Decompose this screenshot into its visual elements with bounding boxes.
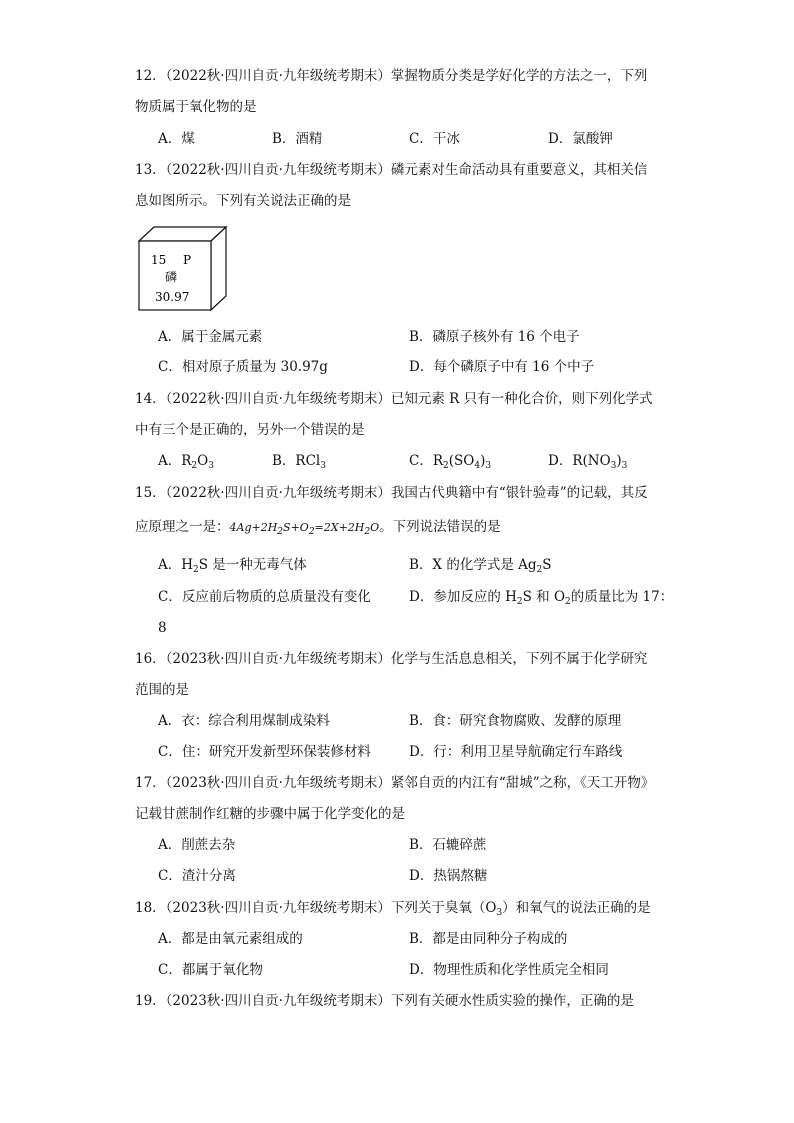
element-symbol: P <box>183 253 192 267</box>
element-name: 磷 <box>165 270 178 284</box>
q12-option-b: B．酒精 <box>272 131 323 147</box>
q16-option-a: A．衣：综合利用煤制成染料 <box>158 713 330 729</box>
element-cube-graphic <box>138 226 228 312</box>
q13-option-d: D．每个磷原子中有 16 个中子 <box>409 359 595 375</box>
q13-option-b: B．磷原子核外有 16 个电子 <box>409 329 580 345</box>
q12-option-d: D．氯酸钾 <box>548 131 613 147</box>
element-atomic-mass: 30.97 <box>155 290 190 304</box>
q12-option-a: A．煤 <box>158 131 195 147</box>
q15-stem-line1: 15．（2022秋·四川自贡·九年级统考期末）我国古代典籍中有“银针验毒”的记载，其反 <box>135 485 648 501</box>
q15-stem-line2: 应原理之一是：$4Ag+2H_2S+O_2=2X+2H_2O$。下列说法错误的是 <box>135 519 501 537</box>
q15-option-d: D．参加反应的 $H_2S$ 和 $O_2$的质量比为 17： <box>409 589 674 607</box>
q15-option-a: A．$H_2S$ 是一种无毒气体 <box>158 557 307 575</box>
q15-option-b: B．X 的化学式是 $Ag_2S$ <box>409 557 552 575</box>
q18-option-d: D．物理性质和化学性质完全相同 <box>409 962 609 978</box>
q16-stem-line1: 16．（2023秋·四川自贡·九年级统考期末）化学与生活息息相关，下列不属于化学研究 <box>135 651 648 667</box>
q16-stem-line2: 范围的是 <box>135 682 189 698</box>
q18-stem-line1: 18．（2023秋·四川自贡·九年级统考期末）下列关于臭氧$(O_3)$和氧气的说法正确的是 <box>135 900 651 918</box>
q15-option-d-wrap: 8 <box>158 620 167 636</box>
q13-option-a: A．属于金属元素 <box>158 329 263 345</box>
q14-option-a: A．$R_2O_3$ <box>158 453 214 471</box>
q12-option-c: C．干冰 <box>409 131 460 147</box>
q16-option-b: B．食：研究食物腐败、发酵的原理 <box>409 713 622 729</box>
q14-option-c: C．$R_2(SO_4)_3$ <box>409 453 492 471</box>
q17-stem-line2: 记载甘蔗制作红糖的步骤中属于化学变化的是 <box>135 806 405 822</box>
q18-option-b: B．都是由同种分子构成的 <box>409 931 568 947</box>
phosphorus-element-cube <box>138 226 228 312</box>
q17-option-b: B．石辘碎蔗 <box>409 837 487 853</box>
q14-stem-line1: 14．（2022秋·四川自贡·九年级统考期末）已知元素 R 只有一种化合价，则下列化学式 <box>135 391 653 407</box>
q14-option-d: D．$R(NO_3)_3$ <box>548 453 628 471</box>
q18-option-c: C．都属于氧化物 <box>158 962 263 978</box>
q17-option-c: C．渣汁分离 <box>158 868 236 884</box>
q13-option-c: C．相对原子质量为 30.97g <box>158 359 328 375</box>
element-atomic-number: 15 <box>151 253 167 267</box>
q16-option-d: D．行：利用卫星导航确定行车路线 <box>409 744 623 760</box>
q13-stem-line2: 息如图所示。下列有关说法正确的是 <box>135 193 351 209</box>
q18-option-a: A．都是由氧元素组成的 <box>158 931 303 947</box>
q17-option-d: D．热锅熬糖 <box>409 868 488 884</box>
q19-stem-line1: 19．（2023秋·四川自贡·九年级统考期末）下列有关硬水性质实验的操作，正确的是 <box>135 993 634 1009</box>
q14-stem-line2: 中有三个是正确的，另外一个错误的是 <box>135 422 365 438</box>
q15-option-c: C．反应前后物质的总质量没有变化 <box>158 589 371 605</box>
q17-option-a: A．削蔗去杂 <box>158 837 236 853</box>
q12-stem-line1: 12．（2022秋·四川自贡·九年级统考期末）掌握物质分类是学好化学的方法之一，下列 <box>135 68 648 84</box>
q17-stem-line1: 17．（2023秋·四川自贡·九年级统考期末）紧邻自贡的内江有“甜城”之称，《天工开物》 <box>135 775 655 791</box>
q13-stem-line1: 13．（2022秋·四川自贡·九年级统考期末）磷元素对生命活动具有重要意义，其相关信 <box>135 162 648 178</box>
q15-equation: $4Ag+2H_2S+O_2=2X+2H_2O$ <box>229 521 380 537</box>
q14-option-b: B．RCl$_3$ <box>272 453 326 471</box>
q16-option-c: C．住：研究开发新型环保装修材料 <box>158 744 371 760</box>
q12-stem-line2: 物质属于氧化物的是 <box>135 99 257 115</box>
